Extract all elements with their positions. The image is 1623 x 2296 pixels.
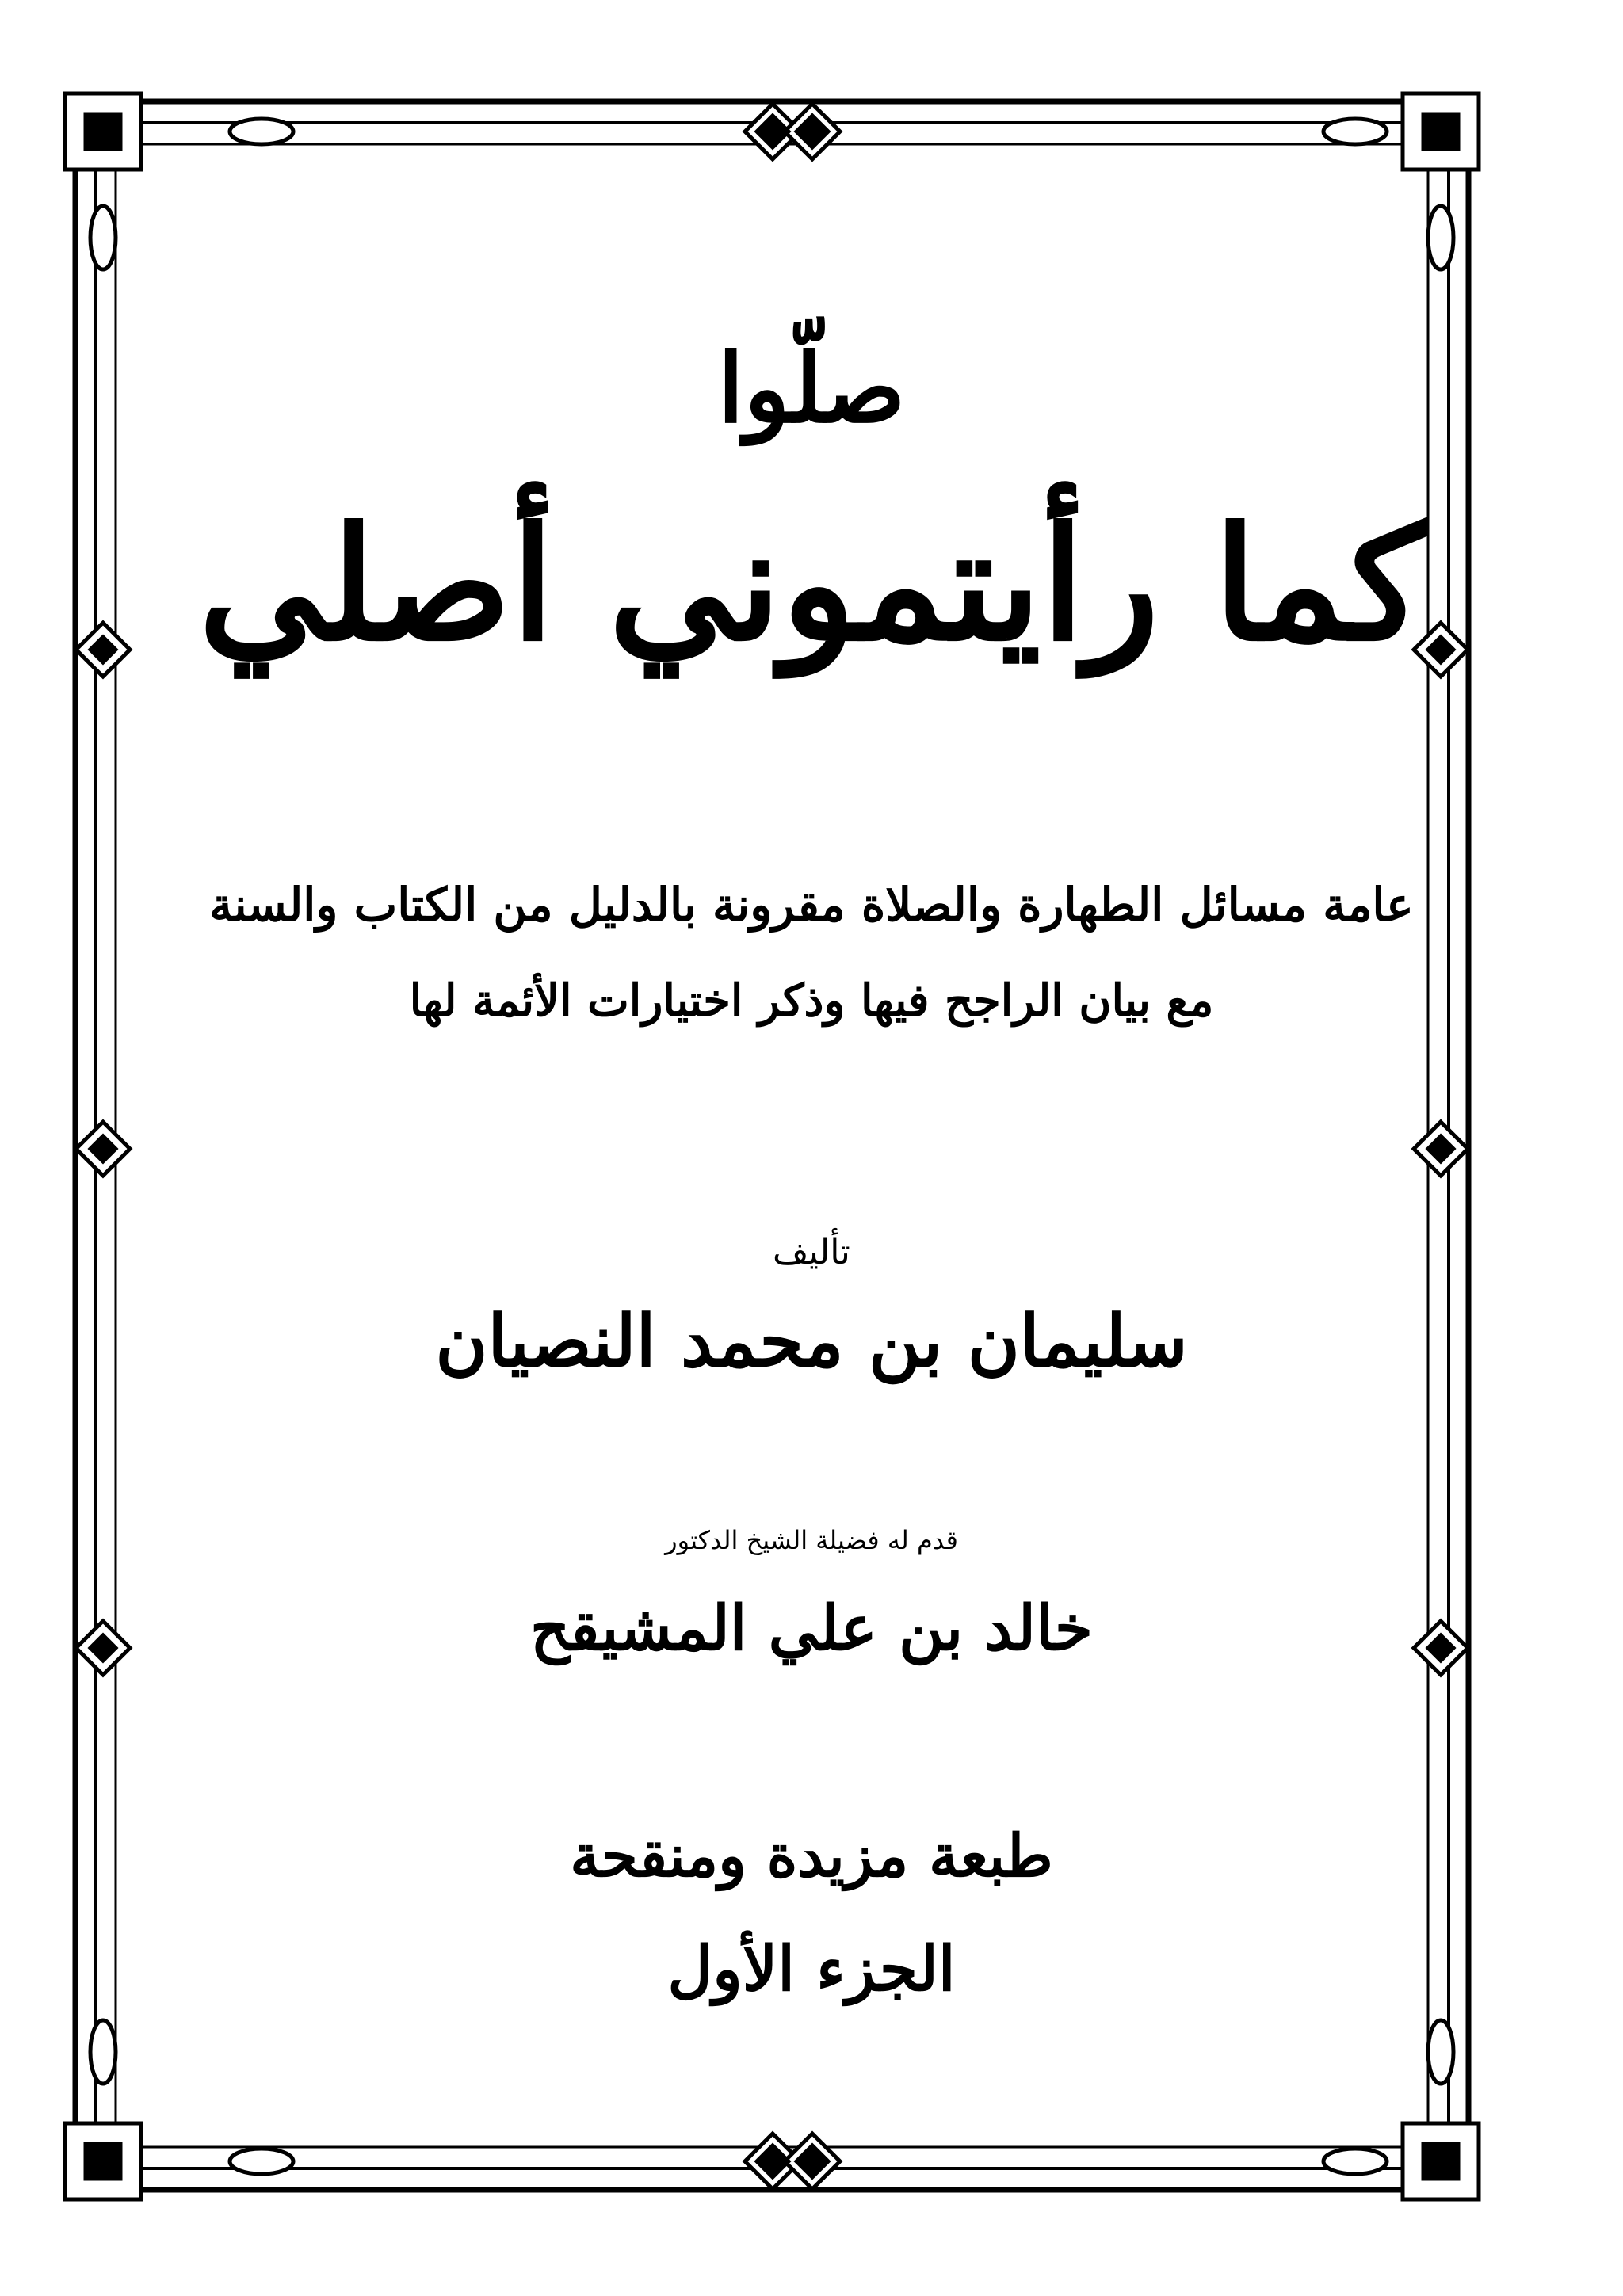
right-side-ornaments bbox=[1414, 623, 1468, 1675]
authorship-label: تأليف bbox=[773, 1232, 850, 1272]
corner-ornament-bottom-right bbox=[1403, 2123, 1479, 2199]
corner-ornament-top-left bbox=[65, 93, 141, 170]
corner-ornament-bottom-left bbox=[65, 2123, 141, 2199]
main-title: كما رأيتموني أصلي bbox=[198, 494, 1425, 676]
subtitle-line-1: عامة مسائل الطهارة والصلاة مقرونة بالدليل من الكتاب والسنة bbox=[209, 878, 1414, 932]
title-line-1: صلّوا bbox=[717, 333, 906, 444]
volume-label: الجزء الأول bbox=[667, 1933, 956, 2005]
author-name: سليمان بن محمد النصيان bbox=[435, 1299, 1188, 1383]
edition-label: طبعة مزيدة ومنقحة bbox=[570, 1822, 1053, 1890]
introducer-name: خالد بن علي المشيقح bbox=[529, 1592, 1094, 1665]
introduced-by-label: قدم له فضيلة الشيخ الدكتور bbox=[665, 1525, 958, 1555]
corner-ornament-top-right bbox=[1403, 93, 1479, 170]
left-side-ornaments bbox=[76, 623, 130, 1675]
subtitle-line-2: مع بيان الراجح فيها وذكر اختيارات الأئمة لها bbox=[409, 974, 1214, 1027]
top-center-ornament bbox=[745, 104, 840, 159]
bottom-center-ornament bbox=[745, 2134, 840, 2189]
